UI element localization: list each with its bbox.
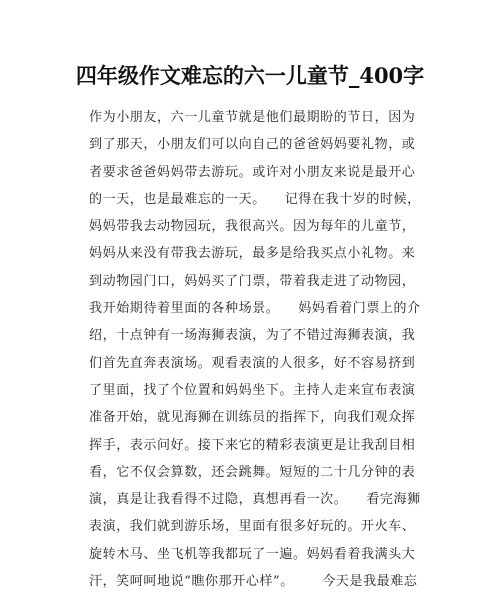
body-line: 到动物园门口，妈妈买了门票，带着我走进了动物园， <box>89 273 416 289</box>
body-line: 们首先直奔表演场。观看表演的人很多，好不容易挤到 <box>89 355 416 371</box>
body-line: 的一天，也是最难忘的一天。 记得在我十岁的时候， <box>89 191 421 207</box>
body-line: 表演，我们就到游乐场，里面有很多好玩的。开火车、 <box>89 519 416 535</box>
body-line: 旋转木马、坐飞机等我都玩了一遍。妈妈看着我满头大 <box>89 546 416 562</box>
body-line: 妈妈带我去动物园玩，我很高兴。因为每年的儿童节， <box>89 219 416 235</box>
body-line: 汗，笑呵呵地说“瞧你那开心样”。 今天是我最难忘 <box>89 574 418 590</box>
body-line: 演，真是让我看得不过隐，真想再看一次。 看完海狮 <box>89 492 421 508</box>
body-line: 妈妈从来没有带我去游玩，最多是给我买点小礼物。来 <box>89 246 416 262</box>
document-title: 四年级作文难忘的六一儿童节_400字 <box>75 63 425 88</box>
body-line: 准备开始，就见海狮在训练员的指挥下，向我们观众挥 <box>89 410 416 426</box>
body-line: 者要求爸爸妈妈带去游玩。或许对小朋友来说是最开心 <box>89 164 416 180</box>
body-line: 我开始期待着里面的各种场景。 妈妈看着门票上的介 <box>89 301 421 317</box>
body-line: 到了那天，小朋友们可以向自己的爸爸妈妈要礼物，或 <box>89 137 416 153</box>
body-line: 看，它不仅会算数，还会跳舞。短短的二十几分钟的表 <box>89 464 416 480</box>
body-line: 挥手，表示问好。接下来它的精彩表演更是让我刮目相 <box>89 437 416 453</box>
document-body <box>89 104 429 595</box>
body-line: 作为小朋友，六一儿童节就是他们最期盼的节日，因为 <box>89 110 416 125</box>
body-line: 了里面，找了个位置和妈妈坐下。主持人走来宣布表演 <box>89 382 416 398</box>
body-line: 绍，十点钟有一场海狮表演，为了不错过海狮表演，我 <box>89 328 416 344</box>
